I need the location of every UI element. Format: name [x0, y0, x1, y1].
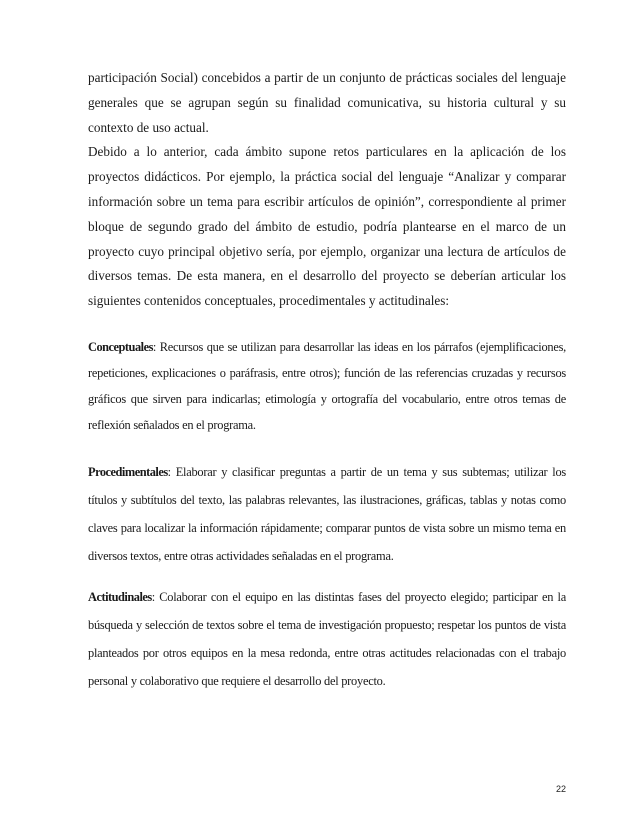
actitudinales-heading: Actitudinales [88, 590, 152, 604]
actitudinales-text: : Colaborar con el equipo en las distintas fases del proyecto elegido; participar en la búsqueda y selección de textos sobre el tema de investigación propuesto; respetar los puntos de vista planteados por otros equipos en la mesa redonda, entre otras actitudes relacionadas con el trabajo personal y colaborativo que requiere el desarrollo del proyecto. [88, 590, 566, 688]
page-number: 22 [555, 784, 566, 794]
paragraph-didactic-projects: Debido a lo anterior, cada ámbito supone retos particulares en la aplicación de los proyectos didácticos. Por ejemplo, la práctica social del lenguaje “Analizar y comparar información sobre un tema para escribir artículos de opinión”, correspondiente al primer bloque de segundo grado del ámbito de estudio, podría plantearse en el marco de un proyecto cuyo principal objetivo sería, por ejemplo, organizar una lectura de artículos de diversos temas. De esta manera, en el desarrollo del proyecto se deberían articular los siguientes contenidos conceptuales, procedimentales y actitudinales: [88, 144, 566, 309]
section-conceptuales [88, 334, 566, 438]
conceptuales-heading: Conceptuales [88, 340, 153, 354]
section-actitudinales [88, 583, 566, 695]
section-procedimentales [88, 458, 566, 570]
conceptuales-paragraph [88, 334, 566, 438]
actitudinales-paragraph [88, 583, 566, 695]
body-text [88, 66, 566, 314]
procedimentales-paragraph [88, 458, 566, 570]
paragraph-intro: participación Social) concebidos a partir de un conjunto de prácticas sociales del lenguaje generales que se agrupan según su finalidad comunicativa, su historia cultural y su contexto de uso actual. [88, 70, 566, 135]
conceptuales-text: : Recursos que se utilizan para desarrollar las ideas en los párrafos (ejemplificaciones, repeticiones, explicaciones o paráfrasis, entre otros); función de las referencias cruzadas y recursos gráficos que sirven para indicarlas; etimología y ortografía del vocabulario, entre otros temas de reflexión señalados en el programa. [88, 340, 566, 432]
procedimentales-heading: Procedimentales [88, 465, 168, 479]
procedimentales-text: : Elaborar y clasificar preguntas a partir de un tema y sus subtemas; utilizar los títulos y subtítulos del texto, las palabras relevantes, las ilustraciones, gráficas, tablas y notas como claves para localizar la información rápidamente; comparar puntos de vista sobre un mismo tema en diversos textos, entre otras actividades señaladas en el programa. [88, 465, 566, 563]
